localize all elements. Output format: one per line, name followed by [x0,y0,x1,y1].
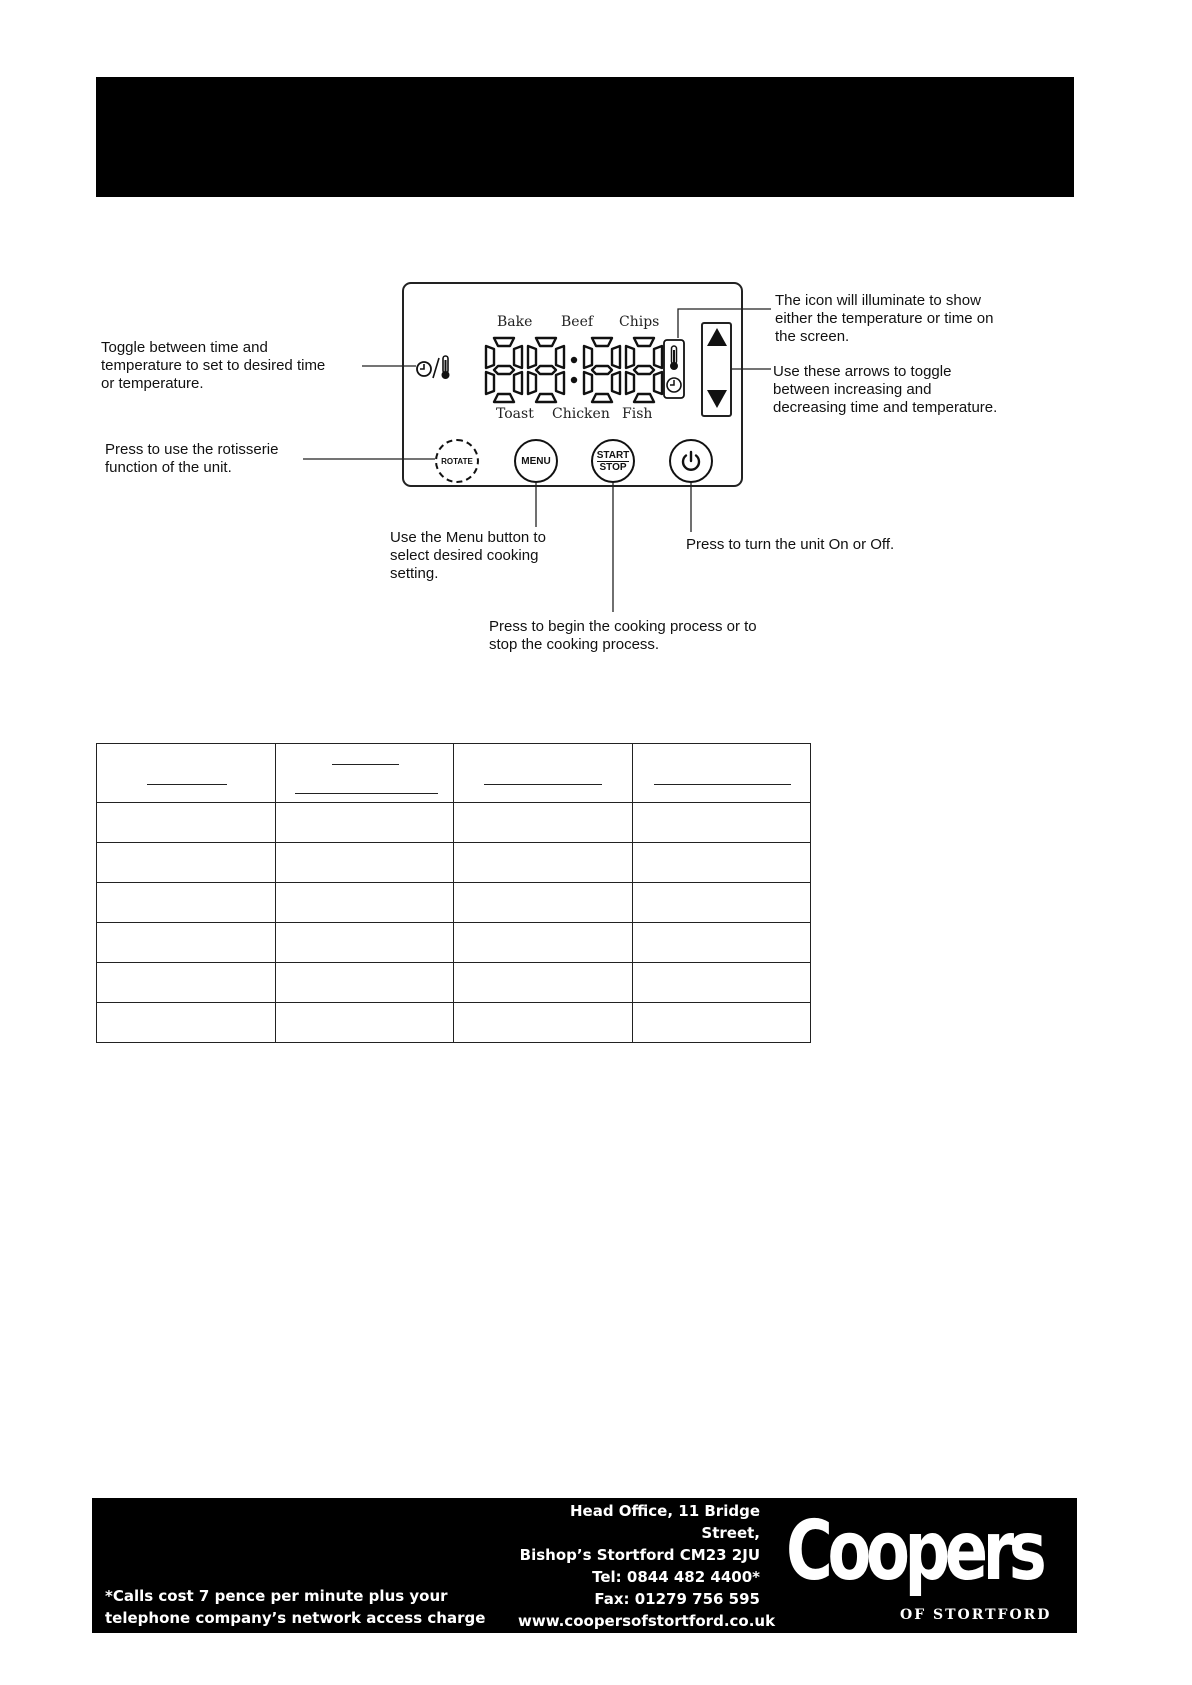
note-start-stop: Press to begin the cooking process or to stop the cooking process. [489,618,757,653]
settings-table [96,743,811,1043]
display-digit [626,338,662,402]
address-line: Head Office, 11 Bridge Street, [570,1502,760,1542]
footer-address [518,1500,776,1632]
display-digit [486,338,522,402]
note-icon: The icon will illuminate to show either the temperature or time on the screen. [775,292,994,345]
menu-button[interactable] [514,439,558,483]
call-note-line: telephone company’s network access charge [105,1609,486,1627]
svg-text:88:88: 88:88 [484,336,487,337]
mode-label-beef: Beef [561,314,594,330]
note-arrows: Use these arrows to toggle between increasing and decreasing time and temperature. [773,363,998,416]
increase-arrow-button[interactable] [707,328,727,346]
address-line: Bishop’s Stortford CM23 2JU [519,1546,760,1564]
table-header-cell [454,744,633,803]
table-row [97,883,811,923]
note-toggle: Toggle between time and temperature to set to desired time or temperature. [101,339,326,392]
call-cost-note [105,1585,485,1629]
table-row [97,963,811,1003]
header-banner [96,77,1074,197]
note-rotisserie: Press to use the rotisserie function of the unit. [105,441,279,476]
website-link[interactable]: www.coopersofstortford.co.uk [518,1612,776,1630]
mode-label-fish: Fish [622,406,653,422]
start-stop-button[interactable] [591,439,635,483]
table-header-cell [97,744,276,803]
decrease-arrow-button[interactable] [707,390,727,408]
clock-thermometer-toggle-icon[interactable] [416,352,454,382]
mode-label-toast: Toast [496,406,534,422]
display-digit [528,338,564,402]
table-row [97,923,811,963]
indicator-icon [662,338,686,400]
table-row [97,1003,811,1043]
start-label: START [596,449,630,461]
power-icon [679,449,703,473]
coopers-logo: Coopers [786,1504,1042,1599]
rotate-button[interactable] [435,439,479,483]
table-row [97,803,811,843]
coopers-logo-subtitle: OF STORTFORD [900,1607,1052,1623]
mode-label-chicken: Chicken [552,406,610,422]
menu-button-label: MENU [521,455,551,467]
fax-line: Fax: 01279 756 595 [594,1590,760,1608]
phone-line: Tel: 0844 482 4400* [592,1568,760,1586]
table-header-row [97,744,811,803]
mode-label-bake: Bake [497,314,533,330]
power-button[interactable] [669,439,713,483]
stop-label: STOP [599,461,627,473]
table-row [97,843,811,883]
rotate-button-label: ROTATE [441,456,473,466]
segment-display [484,336,664,404]
note-power: Press to turn the unit On or Off. [686,536,895,553]
table-header-cell [275,744,454,803]
mode-label-chips: Chips [619,314,660,330]
note-menu: Use the Menu button to select desired cooking setting. [390,529,546,582]
call-note-line: *Calls cost 7 pence per minute plus your [105,1587,448,1605]
display-digit [584,338,620,402]
table-header-cell [632,744,811,803]
